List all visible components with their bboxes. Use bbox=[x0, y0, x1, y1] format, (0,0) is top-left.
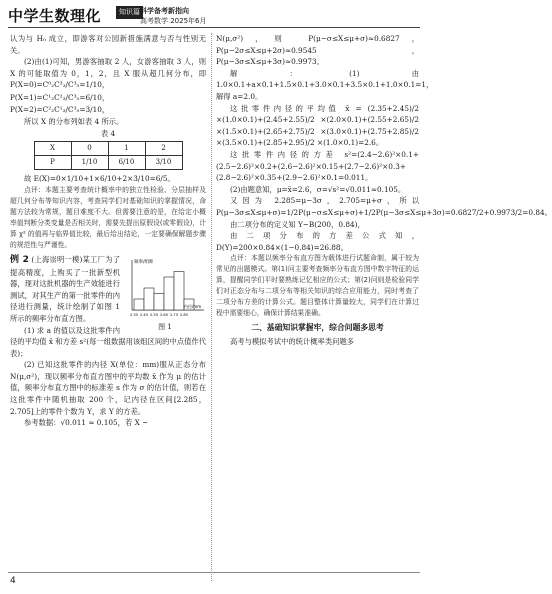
column-divider bbox=[211, 33, 212, 581]
paragraph: 所以 X 的分布列如表 4 所示。 bbox=[24, 117, 124, 127]
x-tick-label: 2.35 bbox=[129, 312, 139, 317]
paragraph: 故 E(X)=0×1/10+1×6/10+2×3/10=6/5。 bbox=[24, 174, 175, 184]
paragraph: 认为与 H₀ 成立，即游客对公园新措施满意与否与性别无关。 bbox=[10, 34, 206, 55]
table-cell: 1/10 bbox=[71, 156, 108, 170]
magazine-logo: 中学生数理化 bbox=[8, 7, 102, 25]
table-cell: 6/10 bbox=[108, 156, 145, 170]
reference-data: 参考数据：√0.011 ≈ 0.105，若 X ~ bbox=[24, 418, 149, 428]
table-cell: 0 bbox=[71, 142, 108, 156]
solution-2: (2)由题意知，μ=x̄=2.6，σ=√s²=√0.011≈0.105。 bbox=[230, 184, 406, 194]
table-cell: 1 bbox=[108, 142, 145, 156]
table-cell: X bbox=[34, 142, 71, 156]
x-tick-label: 2.85 bbox=[179, 312, 189, 317]
right-column bbox=[216, 33, 552, 347]
distribution-table bbox=[34, 141, 183, 170]
question-2: (2) 已知这批零件的内径 X(单位：mm)服从正态分布 N(μ,σ²)，现以频率分布直方图中的平均数 x̄ 作为 μ 的估计值，频率分布直方图中的标准差 s 作为 σ 的估计值，则若在这批零件中随机抽取 200 个，记内径在区间[2.285，2.705]上的零件个数为 Y，求 Y 的方差。 bbox=[10, 360, 206, 416]
x-tick-label: 2.65 bbox=[159, 312, 169, 317]
probability-calculation: 又因为 2.285=μ−3σ，2.705=μ+σ，所以 P(μ−3σ≤X≤μ+σ)=1/2P(μ−σ≤X≤μ+σ)+1/2P(μ−3σ≤X≤μ+3σ)=0.6827/2+0.9973/2=0.84。 bbox=[216, 196, 552, 217]
figure-caption: 图 1 bbox=[158, 322, 172, 331]
header-rule bbox=[8, 27, 420, 28]
table-cell: 2 bbox=[145, 142, 182, 156]
histogram-bar bbox=[174, 271, 184, 310]
formula: P(X=1)=C¹₂C²₃/C³₅=6/10，P(X=2)=C²₂C¹₃/C³₅=3/10， bbox=[10, 92, 110, 114]
histogram-bar bbox=[164, 277, 174, 310]
mean-calculation: 这批零件内径的平均值 x̄ = (2.35+2.45)/2 ×(1.0×0.1)+(2.45+2.55)/2 ×(2.0×0.1)+(2.55+2.65)/2 ×(1.5×0.1)+(2.65+2.75)/2 ×(3.0×0.1)+(2.75+2.85)/2 ×(3.5×0.1)+(2.85+2.95)/2 ×(1.0×0.1)=2.6。 bbox=[216, 103, 419, 148]
footer-rule bbox=[8, 572, 420, 573]
x-axis-label: 内径/mm bbox=[184, 303, 202, 309]
commentary: 点评：本题主要考查统计概率中的独立性检验、分层抽样及超几何分布等知识内容，考查同学们对基础知识的掌握情况，命题方法较为常规，题目难度不大。但需要注意的是，在给定小概率值判断分类变量是否相关时，需要先提出原假设(或零假设)，计算 χ² 的值再与临界值比较，最后给出结论，一定要确保解题步骤的规范性与严谨性。 bbox=[10, 185, 206, 249]
question-1: (1) 求 a 的值以及这批零件内径的平均值 x̄ 和方差 s²(每一组数据用该组区间的中点值作代表)； bbox=[10, 325, 206, 358]
left-column bbox=[10, 33, 206, 429]
table-cell: 3/10 bbox=[145, 156, 182, 170]
paragraph: (2)由(1)可知，男游客抽取 2 人，女游客抽取 3 人，则 X 的可能取值为 0，1，2，且 X 服从超几何分布，即 P(X=0)=C⁰₂C³₃/C³₅=1/10， bbox=[10, 57, 206, 90]
paragraph: N(μ,σ²)，则 P(μ−σ≤X≤μ+σ)≈0.6827，P(μ−2σ≤X≤μ+2σ)≈0.9545，P(μ−3σ≤X≤μ+3σ)≈0.9973。 bbox=[216, 34, 419, 67]
paragraph: 高考与模拟考试中的统计概率类问题多 bbox=[230, 336, 355, 346]
paragraph: 由二项分布的定义知 Y~B(200，0.84)， bbox=[230, 219, 365, 229]
section-badge: 知识篇 bbox=[116, 6, 143, 19]
paragraph: 由二项分布的方差公式知，D(Y)=200×0.84×(1−0.84)=26.88。 bbox=[216, 231, 419, 252]
y-axis-label: 频率/组距 bbox=[134, 259, 154, 265]
histogram-chart bbox=[124, 256, 206, 322]
x-tick-label: 2.45 bbox=[139, 312, 149, 317]
solution-1: 解：(1)由 1.0×0.1+a×0.1+1.5×0.1+3.0×0.1+3.5×0.1+1.0×0.1=1，解得 a=2.0。 bbox=[216, 68, 434, 101]
variance-calculation: 这批零件内径的方差 s²=(2.4−2.6)²×0.1+(2.5−2.6)²×0.2+(2.6−2.6)²×0.15+(2.7−2.6)²×0.3+(2.8−2.6)²×0.35+(2.9−2.6)²×0.1=0.011。 bbox=[216, 149, 419, 183]
x-tick-label: 2.75 bbox=[169, 312, 179, 317]
header-slogan: 科学备考新指向 bbox=[140, 7, 189, 15]
histogram-bar bbox=[144, 288, 154, 310]
page-header bbox=[0, 0, 427, 30]
table-row bbox=[34, 142, 182, 156]
table-cell: P bbox=[34, 156, 71, 170]
example-label: 例 2 bbox=[10, 254, 29, 265]
example-text: (上海崇明一模)某工厂为了提高精度，上购买了一批新型机器，现对这批机器的生产效能进行测试，对其生产的第一批零件的内径进行测量，统计绘制了如图 1 所示的频率分布直方图。 bbox=[10, 254, 120, 323]
x-tick-label: 2.55 bbox=[149, 312, 159, 317]
header-issue: 高考数学 2025年6月 bbox=[140, 17, 207, 25]
figure-1 bbox=[124, 256, 206, 334]
histogram-bar bbox=[134, 299, 144, 310]
table-row bbox=[34, 156, 182, 170]
section-heading: 二、基础知识掌握牢，综合问题多思考 bbox=[251, 323, 384, 333]
example-block bbox=[10, 254, 206, 429]
page-number: 4 bbox=[10, 576, 16, 586]
table-caption: 表 4 bbox=[100, 128, 116, 138]
histogram-bar bbox=[154, 293, 164, 310]
commentary: 点评：本题以频率分布直方图为载体进行试题命制，属于较为常见的出题模式。第(1)问主要考查频率分布直方图中数字特征的运算，提醒同学们平时要熟练记忆相应的公式；第(2)问则是检验同学们对正态分布与二项分布等相关知识的综合应用能力，同时考查了二项分布方差的计算公式。题目整体计算量较大，同学们在计算过程中需要细心，确保计算结果准确。 bbox=[216, 254, 419, 318]
